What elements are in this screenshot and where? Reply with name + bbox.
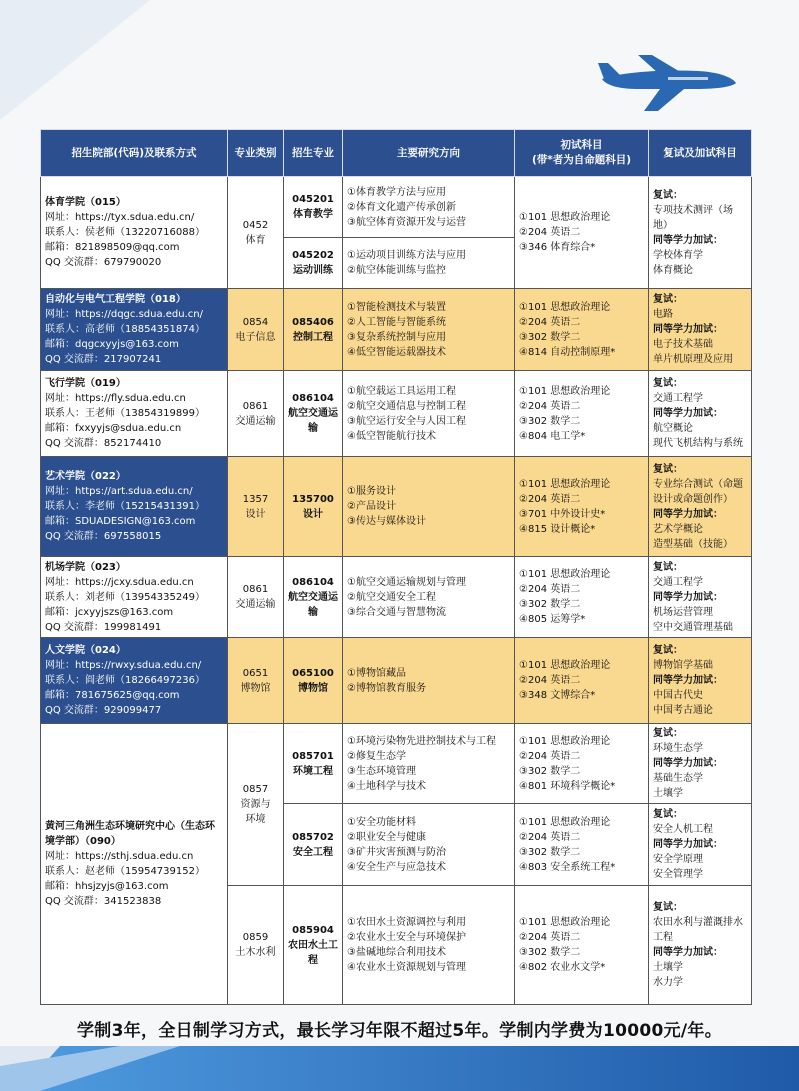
- major-name: 农田水土工程: [288, 939, 338, 966]
- directions-cell: [343, 371, 515, 457]
- major-code: 065100: [292, 667, 334, 679]
- direction-item: ③航空体育资源开发与运营: [347, 216, 466, 228]
- direction-item: ②农业水土安全与环境保护: [347, 932, 466, 943]
- retest-label: 同等学力加试：: [653, 591, 723, 603]
- directions-cell: [343, 638, 515, 724]
- retest-subject: 水力学: [653, 977, 683, 988]
- major-cell: [284, 457, 343, 557]
- retest-subject: 博物馆学基础: [653, 660, 713, 671]
- exam-item: ②204 英语二: [519, 584, 581, 595]
- major-name: 控制工程: [293, 331, 333, 343]
- exams-cell: [515, 638, 649, 724]
- retest-label: 同等学力加试：: [653, 408, 723, 419]
- exams-cell: [515, 177, 649, 289]
- school-contact: 网址：https://art.sdua.edu.cn/: [45, 486, 193, 497]
- table-row: [41, 724, 752, 804]
- table-row: [41, 457, 752, 557]
- exam-item: ③302 数学二: [519, 765, 581, 777]
- exam-item: ①101 思想政治理论: [519, 301, 611, 313]
- direction-item: ③传达与媒体设计: [347, 516, 426, 527]
- exam-item: ④805 运筹学*: [519, 614, 586, 625]
- retest-subject: 环境生态学: [653, 743, 703, 754]
- direction-item: ②人工智能与智能系统: [347, 316, 446, 328]
- exam-item: ②204 英语二: [519, 400, 581, 412]
- directions-cell: [343, 804, 515, 886]
- retest-cell: [649, 557, 752, 638]
- direction-item: ④土地科学与技术: [347, 780, 426, 792]
- school-contact: 网址：https://rwxy.sdua.edu.cn/: [45, 660, 202, 671]
- direction-item: ④低空智能航行技术: [347, 430, 436, 442]
- table-row: [41, 371, 752, 457]
- school-contact: 邮箱：82189850​9@qq.com: [45, 242, 180, 253]
- table-header-row: [41, 130, 752, 177]
- table-row: [41, 289, 752, 371]
- retest-subject: 电子技术基础: [653, 339, 713, 350]
- category-text: 0859: [242, 932, 269, 943]
- header-directions: 主要研究方向: [343, 130, 515, 177]
- direction-item: ②修复生态学: [347, 750, 406, 762]
- school-cell: [41, 371, 228, 457]
- retest-subject: 航空概论: [653, 423, 693, 434]
- school-contact: 邮箱：hhsjzyjs@163.com: [45, 881, 169, 892]
- retest-subject: 专项技术测评（场地）: [653, 204, 733, 231]
- category-text: 设计: [245, 508, 266, 520]
- exam-item: ③302 数学二: [519, 846, 581, 858]
- category-text: 电子信息: [235, 331, 276, 343]
- major-name: 博物馆: [298, 682, 328, 694]
- school-name: 艺术学院（022）: [45, 471, 126, 482]
- retest-label: 复试：: [653, 463, 683, 475]
- retest-subject: 中国考古通论: [653, 705, 713, 716]
- school-contact: 联系人：赵老师（15954739152）: [45, 866, 205, 877]
- retest-subject: 机场运营管理: [653, 606, 713, 618]
- exam-item: ④804 电工学*: [519, 430, 586, 442]
- school-contact: 联系人：阎老师（18266497236）: [45, 675, 205, 686]
- retest-subject: 交通工程学: [653, 576, 703, 588]
- school-contact: 网址：https://tyx.sdua.edu.cn/: [45, 212, 195, 223]
- retest-label: 复试：: [653, 189, 683, 201]
- major-code: 045201: [292, 194, 334, 205]
- retest-label: 同等学力加试：: [653, 508, 723, 520]
- footer-note: 学制3年，全日制学习方式，最长学习年限不超过5年。学制内学费为10000元/年。: [76, 1021, 722, 1041]
- retest-subject: 土壤学: [653, 788, 683, 799]
- retest-label: 复试：: [653, 902, 683, 913]
- major-cell: [284, 371, 343, 457]
- retest-cell: [649, 724, 752, 804]
- retest-subject: 造型基础（技能）: [653, 538, 733, 550]
- school-contact: QQ 交流群：852174410: [45, 438, 162, 449]
- retest-cell: [649, 177, 752, 289]
- direction-item: ①博物馆藏品: [347, 667, 406, 679]
- exam-item: ②204 英语二: [519, 316, 581, 328]
- retest-cell: [649, 371, 752, 457]
- category-text: 土木水利: [235, 947, 276, 958]
- retest-label: 同等学力加试：: [653, 947, 723, 958]
- major-name: 运动训练: [293, 265, 333, 276]
- direction-item: ②航空交通信息与控制工程: [347, 400, 466, 412]
- header-major: 招生专业: [284, 130, 343, 177]
- school-cell: [41, 724, 228, 1005]
- admissions-table: [40, 129, 752, 1005]
- school-contact: 邮箱：SDUADESIGN@163.com: [45, 516, 196, 527]
- exam-item: ②204 英语二: [519, 675, 581, 686]
- major-code: 135700: [292, 493, 334, 505]
- table-row: [41, 638, 752, 724]
- exam-item: ①101 思想政治理论: [519, 660, 611, 671]
- directions-cell: [343, 457, 515, 557]
- exam-item: ①101 思想政治理论: [519, 917, 611, 928]
- exams-cell: [515, 724, 649, 804]
- exam-item: ②204 英语二: [519, 932, 581, 943]
- major-code: 085904: [292, 924, 334, 936]
- retest-subject: 单片机原理及应用: [653, 354, 733, 365]
- directions-cell: [343, 177, 515, 238]
- school-contact: QQ 交流群：199981491: [45, 621, 162, 633]
- school-name: 体育学院（015）: [45, 197, 126, 208]
- exam-item: ②204 英语二: [519, 750, 581, 762]
- header-exams-note: (带*者为自命题科目): [531, 154, 632, 166]
- major-code: 085406: [292, 316, 334, 328]
- exams-cell: [515, 804, 649, 886]
- bottom-band: [0, 1046, 799, 1091]
- major-name: 体育教学: [293, 209, 333, 220]
- school-cell: [41, 289, 228, 371]
- school-contact: QQ 交流群：679790020: [45, 257, 162, 268]
- table-row: [41, 557, 752, 638]
- exam-item: ①101 思想政治理论: [519, 212, 611, 223]
- exam-item: ①101 思想政治理论: [519, 478, 611, 490]
- direction-item: ③矿井灾害预测与防治: [347, 846, 446, 858]
- direction-item: ①智能检测技术与装置: [347, 301, 446, 313]
- category-text: 0651: [242, 667, 269, 679]
- retest-subject: 农田水利与灌溉排水工程: [653, 917, 743, 943]
- retest-cell: [649, 289, 752, 371]
- school-contact: 网址：https://fly.sdua.edu.cn: [45, 393, 186, 404]
- category-text: 环境: [245, 814, 266, 825]
- school-contact: 网址：https://sthj.sdua.edu.cn: [45, 851, 194, 862]
- school-cell: [41, 177, 228, 289]
- exams-cell: [515, 457, 649, 557]
- exam-item: ④803 安全系统工程*: [519, 861, 616, 873]
- exam-item: ③348 文博综合*: [519, 690, 596, 701]
- exam-item: ①101 思想政治理论: [519, 816, 611, 828]
- retest-label: 同等学力加试：: [653, 675, 723, 686]
- direction-item: ②产品设计: [347, 501, 396, 512]
- school-name: 机场学院（023）: [45, 561, 126, 573]
- retest-subject: 基础生态学: [653, 773, 703, 784]
- exam-item: ③302 数学二: [519, 331, 581, 343]
- category-text: 0857: [242, 784, 269, 795]
- major-cell: [284, 724, 343, 804]
- direction-item: ②职业安全与健康: [347, 831, 426, 843]
- school-contact: QQ 交流群：697558015: [45, 531, 162, 542]
- school-contact: 联系人：李老师（15215431391）: [45, 501, 205, 512]
- exams-cell: [515, 557, 649, 638]
- direction-item: ①服务设计: [347, 486, 396, 497]
- category-cell: [228, 886, 284, 1005]
- table-row: [41, 177, 752, 238]
- exam-item: ③302 数学二: [519, 415, 581, 427]
- major-cell: [284, 557, 343, 638]
- major-cell: [284, 804, 343, 886]
- retest-cell: [649, 457, 752, 557]
- school-cell: [41, 638, 228, 724]
- category-cell: [228, 457, 284, 557]
- retest-subject: 中国古代史: [653, 690, 703, 701]
- school-cell: [41, 457, 228, 557]
- category-text: 0861: [242, 400, 269, 412]
- direction-item: ③复杂系统控制与应用: [347, 331, 446, 343]
- retest-subject: 现代飞机结构与系统: [653, 438, 743, 449]
- retest-label: 复试：: [653, 378, 683, 389]
- category-cell: [228, 289, 284, 371]
- school-contact: 联系人：王老师（13854319899）: [45, 408, 205, 419]
- major-cell: [284, 638, 343, 724]
- header-retest: 复试及加试科目: [649, 130, 752, 177]
- direction-item: ②航空交通安全工程: [347, 591, 436, 603]
- exam-item: ②204 英语二: [519, 227, 581, 238]
- direction-item: ①运动项目训练方法与应用: [347, 250, 466, 261]
- major-cell: [284, 238, 343, 289]
- school-contact: 邮箱：fxxyyjs@sdua.edu.cn: [45, 423, 182, 434]
- header-exams: [515, 130, 649, 177]
- retest-cell: [649, 804, 752, 886]
- category-text: 0861: [242, 584, 269, 595]
- retest-label: 同等学力加试：: [653, 324, 723, 335]
- major-code: 085702: [292, 831, 334, 843]
- school-contact: 邮箱：dqgcxyyjs@163.com: [45, 339, 179, 350]
- direction-item: ①航空载运工具运用工程: [347, 385, 456, 397]
- school-cell: [41, 557, 228, 638]
- exam-item: ④814 自动控制原理*: [519, 346, 616, 358]
- retest-label: 同等学力加试：: [653, 839, 723, 850]
- direction-item: ③综合交通与智慧物流: [347, 606, 446, 618]
- direction-item: ②博物馆教育服务: [347, 682, 426, 694]
- major-name: 航空交通运输: [288, 591, 338, 618]
- retest-cell: [649, 886, 752, 1005]
- exams-cell: [515, 886, 649, 1005]
- major-code: 086104: [292, 393, 334, 404]
- major-code: 086104: [292, 576, 334, 588]
- direction-item: ④低空智能运载器技术: [347, 346, 446, 358]
- exam-item: ②204 英语二: [519, 831, 581, 843]
- retest-subject: 安全人机工程: [653, 824, 713, 835]
- category-cell: [228, 638, 284, 724]
- exam-item: ②204 英语二: [519, 493, 581, 505]
- school-contact: 联系人：刘老师（13954335249）: [45, 591, 205, 603]
- direction-item: ②航空体能训练与监控: [347, 265, 446, 276]
- retest-label: 复试：: [653, 645, 683, 656]
- school-contact: QQ 交流群：929099477: [45, 705, 162, 716]
- retest-subject: 安全管理学: [653, 869, 703, 880]
- retest-label: 复试：: [653, 294, 683, 305]
- retest-label: 同等学力加试：: [653, 758, 723, 769]
- retest-subject: 交通工程学: [653, 393, 703, 404]
- school-contact: QQ 交流群：217907241: [45, 354, 162, 365]
- exam-item: ①101 思想政治理论: [519, 735, 611, 747]
- exam-item: ④801 环境科学概论*: [519, 780, 616, 792]
- direction-item: ④安全生产与应急技术: [347, 861, 446, 873]
- exam-item: ①101 思想政治理论: [519, 569, 611, 580]
- exam-item: ④802 农业水文学*: [519, 962, 606, 973]
- retest-subject: 安全学原理: [653, 854, 703, 865]
- directions-cell: [343, 238, 515, 289]
- exam-item: ③701 中外设计史*: [519, 508, 606, 520]
- direction-item: ①农田水土资源调控与利用: [347, 917, 466, 928]
- retest-label: 复试：: [653, 728, 683, 739]
- retest-subject: 空中交通管理基础: [653, 621, 733, 633]
- retest-subject: 电路: [653, 309, 673, 320]
- header-school: 招生院部(代码)及联系方式: [41, 130, 228, 177]
- major-cell: [284, 886, 343, 1005]
- school-contact: QQ 交流群：341523838: [45, 896, 162, 907]
- exam-item: ③302 数学二: [519, 947, 581, 958]
- direction-item: ③生态环境管理: [347, 765, 416, 777]
- major-code: 045202: [292, 250, 334, 261]
- retest-subject: 艺术学概论: [653, 523, 703, 535]
- category-text: 体育: [245, 234, 266, 246]
- retest-cell: [649, 638, 752, 724]
- category-cell: [228, 371, 284, 457]
- direction-item: ①体育教学方法与应用: [347, 186, 446, 198]
- retest-label: 复试：: [653, 809, 683, 820]
- category-text: 资源与: [240, 799, 271, 810]
- exam-item: ①101 思想政治理论: [519, 385, 611, 397]
- exams-cell: [515, 371, 649, 457]
- major-name: 设计: [303, 508, 323, 520]
- school-name: 自动化与电气工程学院（018）: [45, 294, 186, 305]
- retest-subject: 土壤学: [653, 962, 683, 973]
- school-contact: 网址：https://dqgc.sdua.edu.cn/: [45, 309, 203, 320]
- category-cell: [228, 557, 284, 638]
- direction-item: ④农业水土资源规划与管理: [347, 962, 466, 973]
- category-text: 交通运输: [235, 415, 276, 427]
- school-contact: 网址：https://jcxy.sdua.edu.cn: [45, 576, 194, 588]
- category-cell: [228, 724, 284, 886]
- exam-item: ③346 体育综合*: [519, 242, 596, 253]
- major-cell: [284, 177, 343, 238]
- school-name: 黄河三角洲生态环境研究中心（生态环境学部）（090）: [45, 821, 215, 847]
- direction-item: ①安全功能材料: [347, 816, 416, 828]
- directions-cell: [343, 724, 515, 804]
- retest-subject: 专业综合测试（命题设计或命题创作）: [653, 478, 743, 505]
- major-name: 航空交通运输: [288, 408, 338, 434]
- school-name: 飞行学院（019）: [45, 378, 126, 389]
- direction-item: ②体育文化遗产传承创新: [347, 201, 456, 213]
- directions-cell: [343, 886, 515, 1005]
- school-contact: 联系人：侯老师（13220716088）: [45, 227, 205, 238]
- exam-item: ④815 设计概论*: [519, 523, 596, 535]
- major-name: 安全工程: [293, 846, 333, 858]
- exams-cell: [515, 289, 649, 371]
- direction-item: ③盐碱地综合利用技术: [347, 947, 446, 958]
- category-text: 1357: [242, 493, 269, 505]
- exam-item: ③302 数学二: [519, 599, 581, 610]
- category-text: 交通运输: [235, 599, 276, 610]
- major-code: 085701: [292, 750, 334, 762]
- category-text: 博物馆: [240, 682, 271, 694]
- directions-cell: [343, 289, 515, 371]
- category-text: 0854: [242, 316, 269, 328]
- retest-subject: 学校体育学: [653, 249, 703, 261]
- school-contact: 邮箱：781675625@qq.com: [45, 690, 180, 701]
- header-exams-title: 初试科目: [560, 139, 603, 151]
- direction-item: ③航空运行安全与人因工程: [347, 415, 466, 427]
- direction-item: ①航空交通运输规划与管理: [347, 576, 466, 588]
- school-contact: 邮箱：jcxyyjszs@163.com: [45, 606, 174, 618]
- category-text: 0452: [242, 219, 269, 231]
- category-cell: [228, 177, 284, 289]
- major-name: 环境工程: [293, 765, 333, 777]
- school-name: 人文学院（024）: [45, 645, 126, 656]
- retest-label: 复试：: [653, 561, 683, 573]
- major-cell: [284, 289, 343, 371]
- retest-subject: 体育概论: [653, 264, 693, 276]
- airplane-icon: [598, 55, 738, 115]
- school-contact: 联系人：高老师（18854351874）: [45, 324, 205, 335]
- header-category: 专业类别: [228, 130, 284, 177]
- directions-cell: [343, 557, 515, 638]
- retest-label: 同等学力加试：: [653, 234, 723, 246]
- direction-item: ①环境污染物先进控制技术与工程: [347, 735, 496, 747]
